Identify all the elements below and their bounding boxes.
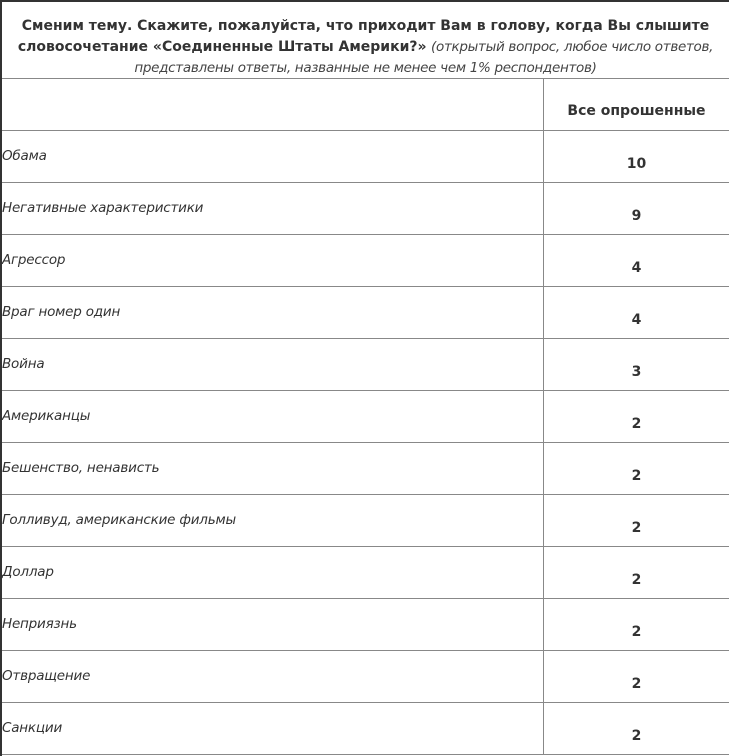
value-cell <box>544 443 729 494</box>
row-label: Обама <box>2 148 47 164</box>
row-value: 3 <box>631 364 642 380</box>
row-value: 9 <box>631 208 642 224</box>
table-row <box>2 651 729 703</box>
row-value: 2 <box>631 416 642 432</box>
label-cell <box>2 391 544 442</box>
table-row <box>2 339 729 391</box>
label-cell <box>2 599 544 650</box>
question-note: (открытый вопрос, любое число ответов, представлены ответы, названные не менее чем 1% респондентов) <box>134 39 714 76</box>
row-value: 2 <box>631 520 642 536</box>
table-row <box>2 235 729 287</box>
label-cell <box>2 651 544 702</box>
table-row <box>2 443 729 495</box>
row-label: Враг номер один <box>2 304 121 320</box>
value-cell <box>544 131 729 182</box>
value-cell <box>544 547 729 598</box>
value-cell <box>544 235 729 286</box>
value-cell <box>544 287 729 338</box>
value-cell <box>544 703 729 754</box>
label-cell <box>2 287 544 338</box>
row-value: 2 <box>631 728 642 744</box>
row-label: Отвращение <box>2 668 91 684</box>
row-label: Агрессор <box>2 252 66 268</box>
table-row <box>2 287 729 339</box>
row-value: 2 <box>631 468 642 484</box>
value-cell <box>544 183 729 234</box>
table-row <box>2 391 729 443</box>
value-cell <box>544 339 729 390</box>
row-value: 2 <box>631 624 642 640</box>
row-label: Неприязнь <box>2 616 77 632</box>
value-cell <box>544 391 729 442</box>
value-cell <box>544 599 729 650</box>
table-row <box>2 183 729 235</box>
question-header <box>2 2 729 79</box>
row-value: 4 <box>631 312 642 328</box>
label-cell <box>2 131 544 182</box>
row-value: 2 <box>631 676 642 692</box>
label-cell <box>2 443 544 494</box>
column-header-row <box>2 79 729 131</box>
row-label: Бешенство, ненависть <box>2 460 160 476</box>
table-row <box>2 599 729 651</box>
column-header-cell <box>544 79 729 130</box>
column-header-label: Все опрошенные <box>567 103 706 119</box>
label-cell <box>2 495 544 546</box>
table-row <box>2 495 729 547</box>
empty-header-cell <box>2 79 544 130</box>
row-label: Негативные характеристики <box>2 200 204 216</box>
label-cell <box>2 183 544 234</box>
row-label: Американцы <box>2 408 91 424</box>
label-cell <box>2 547 544 598</box>
row-label: Война <box>2 356 45 372</box>
value-cell <box>544 495 729 546</box>
value-cell <box>544 651 729 702</box>
label-cell <box>2 235 544 286</box>
table-row <box>2 547 729 599</box>
table-row <box>2 131 729 183</box>
question-text: Сменим тему. Скажите, пожалуйста, что приходит Вам в голову, когда Вы слышите словосочетание «Соединенные Штаты Америки?» <box>17 18 710 55</box>
row-label: Санкции <box>2 720 63 736</box>
row-value: 4 <box>631 260 642 276</box>
row-label: Доллар <box>2 564 54 580</box>
label-cell <box>2 339 544 390</box>
label-cell <box>2 703 544 754</box>
row-value: 2 <box>631 572 642 588</box>
table-row <box>2 703 729 755</box>
row-value: 10 <box>626 156 647 172</box>
row-label: Голливуд, американские фильмы <box>2 512 236 528</box>
